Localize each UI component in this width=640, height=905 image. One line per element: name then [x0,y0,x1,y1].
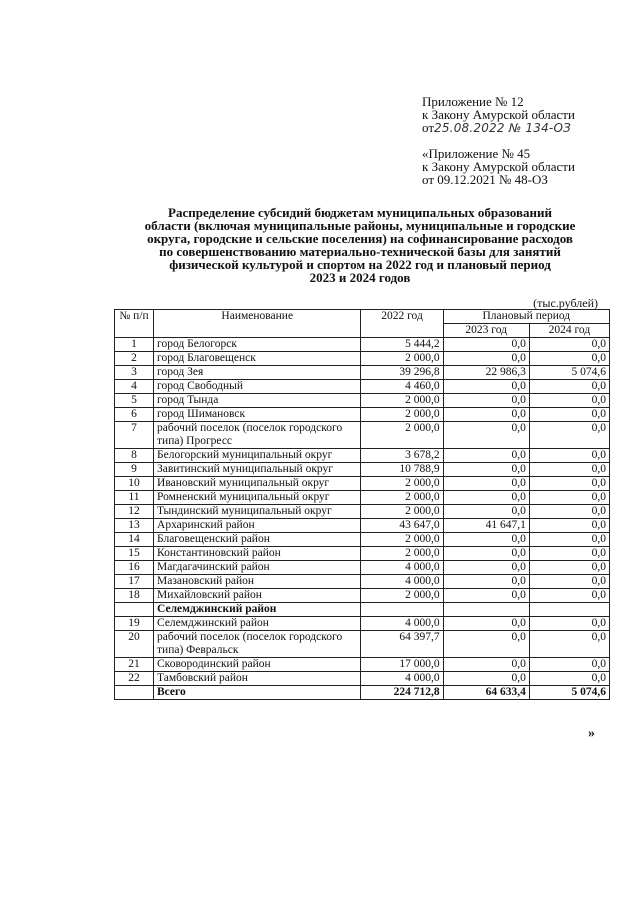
section-num-cell [115,603,154,617]
row-value-2022: 4 000,0 [361,561,443,575]
row-number: 18 [115,589,154,603]
table-row [115,561,610,575]
appendix-previous-law: к Закону Амурской области [422,159,575,174]
row-value-2022: 2 000,0 [361,477,443,491]
row-number: 16 [115,561,154,575]
row-value-2023: 0,0 [443,533,529,547]
row-value-2023: 0,0 [443,408,529,422]
section-row [115,603,610,617]
row-value-2023: 0,0 [443,658,529,672]
row-value-2022: 2 000,0 [361,352,443,366]
table-row [115,617,610,631]
table-row [115,422,610,449]
row-value-2022: 2 000,0 [361,547,443,561]
row-value-2024: 0,0 [529,533,609,547]
row-value-2023: 0,0 [443,463,529,477]
table-row [115,477,610,491]
row-number: 8 [115,449,154,463]
table-row [115,491,610,505]
row-value-2022: 2 000,0 [361,422,443,449]
appendix-current-law: к Закону Амурской области [422,107,575,122]
row-value-2022: 2 000,0 [361,408,443,422]
row-value-2022: 2 000,0 [361,394,443,408]
row-value-2022: 2 000,0 [361,491,443,505]
table-body-section [115,617,610,686]
total-num-cell [115,686,154,700]
row-name: Ивановский муниципальный округ [154,477,361,491]
table-row [115,449,610,463]
row-value-2022: 3 678,2 [361,449,443,463]
row-number: 13 [115,519,154,533]
row-name: город Свободный [154,380,361,394]
row-value-2024: 0,0 [529,589,609,603]
row-name: Сковородинский район [154,658,361,672]
row-value-2024: 0,0 [529,631,609,658]
row-value-2024: 0,0 [529,380,609,394]
table-row [115,352,610,366]
row-value-2022: 4 000,0 [361,575,443,589]
row-number: 22 [115,672,154,686]
row-value-2022: 4 000,0 [361,672,443,686]
table-row [115,589,610,603]
row-value-2024: 0,0 [529,463,609,477]
row-name: Мазановский район [154,575,361,589]
table-row [115,672,610,686]
row-name: город Белогорск [154,338,361,352]
row-name: город Тында [154,394,361,408]
row-number: 2 [115,352,154,366]
appendix-current-block [422,95,575,135]
row-value-2023: 0,0 [443,352,529,366]
row-name: город Благовещенск [154,352,361,366]
subsidy-table [114,309,610,700]
table-row [115,408,610,422]
row-value-2022: 2 000,0 [361,533,443,547]
row-name: Михайловский район [154,589,361,603]
table-row [115,505,610,519]
table-row [115,366,610,380]
table-row [115,394,610,408]
row-value-2023: 0,0 [443,338,529,352]
total-2022: 224 712,8 [361,686,443,700]
header-num: № п/п [115,310,154,338]
document-title [112,206,608,284]
row-value-2024: 0,0 [529,575,609,589]
row-value-2023: 0,0 [443,561,529,575]
row-value-2022: 43 647,0 [361,519,443,533]
row-value-2022: 39 296,8 [361,366,443,380]
table-row [115,575,610,589]
row-value-2024: 0,0 [529,394,609,408]
row-value-2024: 0,0 [529,449,609,463]
row-name: Селемджинский район [154,617,361,631]
row-number: 5 [115,394,154,408]
row-value-2023: 0,0 [443,631,529,658]
row-value-2024: 0,0 [529,547,609,561]
row-value-2023: 22 986,3 [443,366,529,380]
table-row [115,547,610,561]
row-value-2024: 0,0 [529,477,609,491]
row-number: 20 [115,631,154,658]
row-value-2024: 0,0 [529,519,609,533]
table-row [115,463,610,477]
row-name: рабочий поселок (поселок городского типа) Прогресс [154,422,361,449]
closing-quote-mark: » [588,726,595,741]
row-value-2022: 10 788,9 [361,463,443,477]
table-body-main [115,338,610,603]
handwritten-date-signature: 25.08.2022 № 134-ОЗ [434,121,572,135]
row-name: рабочий поселок (поселок городского типа) Февральск [154,631,361,658]
table-row [115,533,610,547]
row-value-2023: 0,0 [443,589,529,603]
row-value-2023: 0,0 [443,672,529,686]
row-value-2023: 0,0 [443,394,529,408]
table-header-row [115,310,610,324]
row-name: Завитинский муниципальный округ [154,463,361,477]
row-number: 10 [115,477,154,491]
row-value-2022: 5 444,2 [361,338,443,352]
row-value-2024: 5 074,6 [529,366,609,380]
row-number: 1 [115,338,154,352]
row-value-2023: 0,0 [443,380,529,394]
appendix-previous-number: «Приложение № 45 [422,146,531,161]
row-value-2023: 0,0 [443,477,529,491]
header-2022: 2022 год [361,310,443,338]
row-value-2023: 0,0 [443,491,529,505]
appendix-current-date-line [422,121,575,135]
row-name: Тамбовский район [154,672,361,686]
row-value-2024: 0,0 [529,617,609,631]
row-number: 12 [115,505,154,519]
row-name: Архаринский район [154,519,361,533]
row-value-2024: 0,0 [529,505,609,519]
row-value-2023: 41 647,1 [443,519,529,533]
row-name: Благовещенский район [154,533,361,547]
title-line-6: 2023 и 2024 годов [309,270,411,285]
total-label: Всего [154,686,361,700]
row-value-2023: 0,0 [443,505,529,519]
table-row [115,338,610,352]
section-empty-cell [443,603,529,617]
row-name: Константиновский район [154,547,361,561]
title-line-1: Распределение субсидий бюджетам муниципальных образований [168,205,552,220]
row-number: 9 [115,463,154,477]
row-number: 21 [115,658,154,672]
title-line-5: физической культурой и спортом на 2022 год и плановый период [169,257,551,272]
row-number: 7 [115,422,154,449]
table-section [115,603,610,617]
section-label: Селемджинский район [154,603,361,617]
row-name: Тындинский муниципальный округ [154,505,361,519]
appendix-current-date-prefix: от [422,120,435,135]
row-value-2023: 0,0 [443,617,529,631]
row-name: город Шимановск [154,408,361,422]
row-number: 6 [115,408,154,422]
row-value-2022: 2 000,0 [361,589,443,603]
section-empty-cell [529,603,609,617]
row-value-2022: 2 000,0 [361,505,443,519]
table-row [115,631,610,658]
table-row [115,658,610,672]
section-empty-cell [361,603,443,617]
row-number: 11 [115,491,154,505]
title-line-3: округа, городские и сельские поселения) на софинансирование расходов [147,231,573,246]
row-value-2024: 0,0 [529,352,609,366]
header-planned-period: Плановый период [443,310,609,324]
row-number: 15 [115,547,154,561]
total-row [115,686,610,700]
row-value-2024: 0,0 [529,672,609,686]
row-value-2022: 4 000,0 [361,617,443,631]
table-row [115,519,610,533]
title-line-4: по совершенствованию материально-технической базы для занятий [159,244,561,259]
row-value-2024: 0,0 [529,338,609,352]
row-value-2022: 4 460,0 [361,380,443,394]
title-line-2: области (включая муниципальные районы, муниципальные и городские [144,218,576,233]
row-number: 3 [115,366,154,380]
total-2023: 64 633,4 [443,686,529,700]
row-value-2023: 0,0 [443,422,529,449]
row-number: 17 [115,575,154,589]
row-value-2022: 64 397,7 [361,631,443,658]
header-2024: 2024 год [529,324,609,338]
row-value-2023: 0,0 [443,575,529,589]
total-2024: 5 074,6 [529,686,609,700]
row-name: Ромненский муниципальный округ [154,491,361,505]
row-value-2024: 0,0 [529,491,609,505]
row-value-2024: 0,0 [529,658,609,672]
row-number: 4 [115,380,154,394]
row-value-2024: 0,0 [529,422,609,449]
appendix-current-number: Приложение № 12 [422,94,524,109]
row-value-2023: 0,0 [443,547,529,561]
unit-label: (тыс.рублей) [533,296,598,310]
row-name: Магдагачинский район [154,561,361,575]
appendix-previous-block [422,147,575,186]
row-number: 19 [115,617,154,631]
row-value-2023: 0,0 [443,449,529,463]
row-value-2024: 0,0 [529,408,609,422]
header-2023: 2023 год [443,324,529,338]
row-value-2024: 0,0 [529,561,609,575]
appendix-previous-date: от 09.12.2021 № 48-ОЗ [422,172,548,187]
row-number: 14 [115,533,154,547]
row-name: Белогорский муниципальный округ [154,449,361,463]
table-row [115,380,610,394]
row-value-2022: 17 000,0 [361,658,443,672]
header-name: Наименование [154,310,361,338]
row-name: город Зея [154,366,361,380]
